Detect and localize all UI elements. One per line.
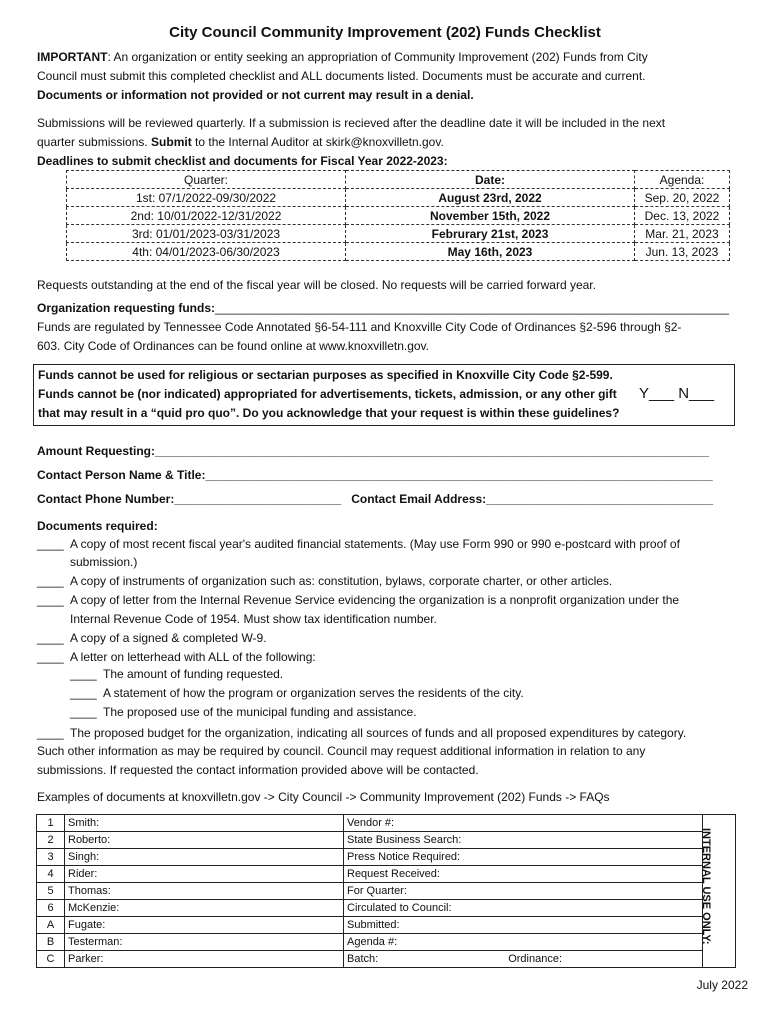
reviewer-cell: McKenzie: <box>65 900 344 917</box>
submission-line2a: quarter submissions. <box>37 135 152 149</box>
doc-checkbox[interactable]: ____ <box>37 726 64 740</box>
submission-line1: Submissions will be reviewed quarterly. If a submission is recieved after the deadline date it will be included in the next <box>37 116 666 130</box>
table-row <box>37 883 736 900</box>
doc-text: A letter on letterhead with ALL of the following: <box>70 650 316 664</box>
reviewer-cell: Singh: <box>65 849 344 866</box>
doc-item-financials-cont: submission.) <box>70 555 138 569</box>
doc-checkbox[interactable]: ____ <box>70 667 97 681</box>
org-section <box>37 299 737 356</box>
row-id: 1 <box>37 815 65 832</box>
doc-checkbox[interactable]: ____ <box>37 574 64 588</box>
email-field[interactable]: Contact Email Address:__________________________________ <box>351 492 714 506</box>
field-cell: State Business Search: <box>344 832 703 849</box>
reviewer-cell: Fugate: <box>65 917 344 934</box>
doc-item-w9 <box>37 629 737 648</box>
doc-text: A copy of a signed & completed W-9. <box>70 631 267 645</box>
page-title: City Council Community Improvement (202) Funds Checklist <box>169 24 601 41</box>
field-cell: Submitted: <box>344 917 703 934</box>
date-cell: Februrary 21st, 2023 <box>346 225 635 243</box>
table-row <box>37 815 736 832</box>
row-id: 5 <box>37 883 65 900</box>
table-row <box>37 849 736 866</box>
doc-checkbox[interactable]: ____ <box>70 705 97 719</box>
org-input[interactable]: _____________________________________________________________________________ <box>215 301 729 315</box>
doc-checkbox[interactable]: ____ <box>70 686 97 700</box>
internal-use-label: INTERNAL USE ONLY: <box>700 828 712 945</box>
other-info-line1: Such other information as may be required by council. Council may request additional information in relation to any <box>37 744 646 758</box>
reviewer-cell: Testerman: <box>65 934 344 951</box>
deadlines-table <box>66 170 730 261</box>
doc-checkbox[interactable]: ____ <box>37 593 64 607</box>
sub-text: The proposed use of the municipal funding and assistance. <box>103 705 417 719</box>
table-row <box>37 832 736 849</box>
important-line3: Documents or information not provided or not current may result in a denial. <box>37 88 474 102</box>
header-agenda: Agenda: <box>635 171 730 189</box>
funds-restrictions-box <box>33 364 735 426</box>
reviewer-cell: Rider: <box>65 866 344 883</box>
outstanding-note: Requests outstanding at the end of the fiscal year will be closed. No requests will be carried forward year. <box>37 278 596 292</box>
row-id: 3 <box>37 849 65 866</box>
doc-item-financials <box>37 535 737 554</box>
quarter-cell: 1st: 07/1/2022-09/30/2022 <box>67 189 346 207</box>
important-notice <box>37 48 737 105</box>
doc-item-budget <box>37 724 737 743</box>
contact-row <box>37 490 737 509</box>
doc-item-letterhead <box>37 648 737 667</box>
quarter-cell: 3rd: 01/01/2023-03/31/2023 <box>67 225 346 243</box>
date-cell: August 23rd, 2022 <box>346 189 635 207</box>
field-cell: For Quarter: <box>344 883 703 900</box>
footer-date: July 2022 <box>696 978 748 992</box>
submit-word: Submit <box>151 135 192 149</box>
batch-ordinance-cell <box>344 951 703 968</box>
phone-field[interactable]: Contact Phone Number:_________________________ <box>37 492 342 506</box>
header-quarter: Quarter: <box>67 171 346 189</box>
agenda-cell: Mar. 21, 2023 <box>635 225 730 243</box>
date-cell: May 16th, 2023 <box>346 243 635 261</box>
row-id: B <box>37 934 65 951</box>
agenda-cell: Sep. 20, 2022 <box>635 189 730 207</box>
sub-item-use <box>70 705 417 719</box>
regulation-line1: Funds are regulated by Tennessee Code Annotated §6-54-111 and Knoxville City Code of Ordinances §2-596 through §2- <box>37 320 682 334</box>
field-cell: Request Received: <box>344 866 703 883</box>
row-id: 6 <box>37 900 65 917</box>
submission-info <box>37 114 737 152</box>
important-line1: : An organization or entity seeking an appropriation of Community Improvement (202) Funds from City <box>107 50 648 64</box>
sub-text: The amount of funding requested. <box>103 667 284 681</box>
sub-item-statement <box>70 686 524 700</box>
reviewer-cell: Roberto: <box>65 832 344 849</box>
table-row <box>37 951 736 968</box>
table-row <box>67 207 730 225</box>
important-label: IMPORTANT <box>37 50 108 64</box>
row-id: A <box>37 917 65 934</box>
table-row <box>37 866 736 883</box>
header-date: Date: <box>346 171 635 189</box>
org-label: Organization requesting funds: <box>37 301 216 315</box>
quarter-cell: 4th: 04/01/2023-06/30/2023 <box>67 243 346 261</box>
agenda-cell: Jun. 13, 2023 <box>635 243 730 261</box>
doc-text: A copy of letter from the Internal Revenue Service evidencing the organization is a nonprofit organization under the <box>70 593 680 607</box>
doc-item-irs-letter-cont: Internal Revenue Code of 1954. Must show tax identification number. <box>70 612 437 626</box>
row-id: 2 <box>37 832 65 849</box>
doc-item-irs-letter <box>37 591 737 610</box>
documents-heading: Documents required: <box>37 519 158 533</box>
sub-item-amount <box>70 667 283 681</box>
date-cell: November 15th, 2022 <box>346 207 635 225</box>
examples-note: Examples of documents at knoxvilletn.gov -> City Council -> Community Improvement (202) Funds -> FAQs <box>37 790 610 804</box>
sub-text: A statement of how the program or organization serves the residents of the city. <box>103 686 524 700</box>
internal-use-table <box>36 814 736 968</box>
doc-checkbox[interactable]: ____ <box>37 650 64 664</box>
table-row <box>67 189 730 207</box>
doc-text: A copy of instruments of organization such as: constitution, bylaws, corporate charter, or other articles. <box>70 574 613 588</box>
funds-line1: Funds cannot be used for religious or sectarian purposes as specified in Knoxville City Code §2-599. <box>38 368 613 382</box>
contact-name-field[interactable]: Contact Person Name & Title:____________________________________________________________________________ <box>37 468 713 482</box>
table-row <box>67 243 730 261</box>
field-cell: Vendor #: <box>344 815 703 832</box>
field-cell: Agenda #: <box>344 934 703 951</box>
doc-item-instruments <box>37 572 737 591</box>
important-line2: Council must submit this completed checklist and ALL documents listed. Documents must be accurate and current. <box>37 69 646 83</box>
reviewer-cell: Thomas: <box>65 883 344 900</box>
table-row <box>67 225 730 243</box>
field-cell: Press Notice Required: <box>344 849 703 866</box>
doc-checkbox[interactable]: ____ <box>37 631 64 645</box>
table-row <box>37 917 736 934</box>
table-row <box>37 900 736 917</box>
funds-line2: Funds cannot be (nor indicated) appropriated for advertisements, tickets, admission, or any other gift <box>38 387 617 401</box>
batch-label: Batch: <box>347 953 379 965</box>
other-info-line2: submissions. If requested the contact information provided above will be contacted. <box>37 763 479 777</box>
quarter-cell: 2nd: 10/01/2022-12/31/2022 <box>67 207 346 225</box>
reviewer-cell: Smith: <box>65 815 344 832</box>
agenda-cell: Dec. 13, 2022 <box>635 207 730 225</box>
ordinance-label: Ordinance: <box>508 953 562 965</box>
row-id: C <box>37 951 65 968</box>
submission-line2c: to the Internal Auditor at skirk@knoxvilletn.gov. <box>191 135 444 149</box>
regulation-line2: 603. City Code of Ordinances can be found online at www.knoxvilletn.gov. <box>37 339 430 353</box>
doc-checkbox[interactable]: ____ <box>37 537 64 551</box>
yes-no-field[interactable]: Y___ N___ <box>639 385 715 402</box>
table-row <box>37 934 736 951</box>
doc-text: A copy of most recent fiscal year's audited financial statements. (May use Form 990 or 990 e-postcard with proof of <box>70 537 680 551</box>
reviewer-cell: Parker: <box>65 951 344 968</box>
funds-line3: that may result in a “quid pro quo”. Do you acknowledge that your request is within these guidelines? <box>38 406 620 420</box>
row-id: 4 <box>37 866 65 883</box>
amount-field[interactable]: Amount Requesting:___________________________________________________________________________________ <box>37 444 709 458</box>
deadlines-heading: Deadlines to submit checklist and documents for Fiscal Year 2022-2023: <box>37 154 448 168</box>
deadlines-header-row <box>67 171 730 189</box>
doc-text: The proposed budget for the organization, indicating all sources of funds and all proposed expenditures by category. <box>70 726 687 740</box>
field-cell: Circulated to Council: <box>344 900 703 917</box>
